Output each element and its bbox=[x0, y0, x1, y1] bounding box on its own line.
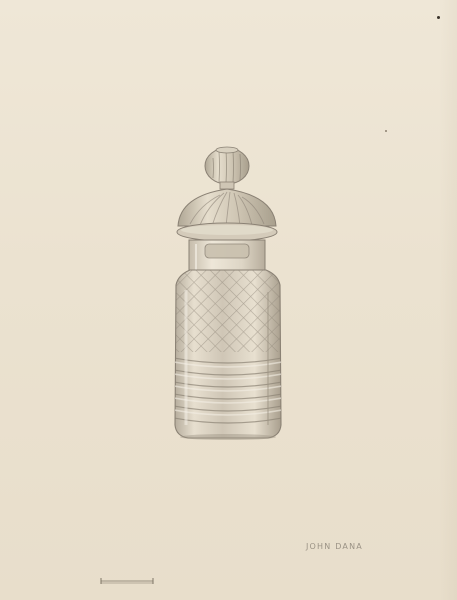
diamond-cut-band bbox=[170, 265, 290, 355]
stopper-dome bbox=[177, 189, 277, 241]
stopper-finial bbox=[205, 147, 249, 189]
bottle-base bbox=[180, 434, 276, 440]
scale-bar bbox=[100, 578, 154, 584]
bottle-neck bbox=[189, 240, 265, 272]
artist-signature: JOHN DANA bbox=[306, 542, 363, 551]
